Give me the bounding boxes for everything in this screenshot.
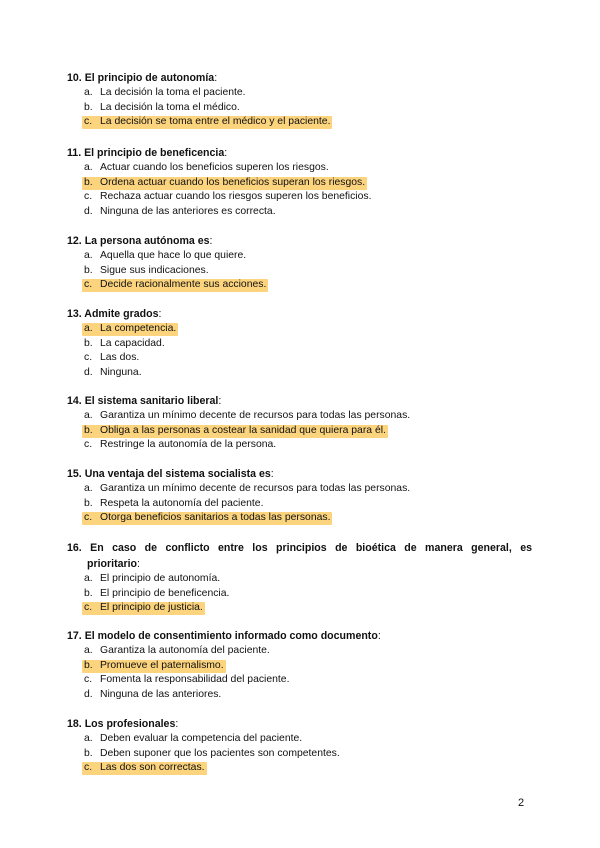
question-suffix: : (377, 630, 381, 642)
question-number-and-text (67, 72, 214, 84)
question-number-and-text (67, 540, 532, 556)
option-letter: a. (84, 323, 93, 334)
option-letter: b. (84, 587, 93, 599)
option-text: Otorga beneficios sanitarios a todas las personas. (100, 512, 331, 524)
question-title (67, 540, 532, 572)
option-text: Obliga a las personas a costear la sanidad que quiera para él. (100, 424, 386, 436)
question-block (67, 540, 532, 616)
option-letter: c. (84, 602, 93, 614)
option-letter: a. (84, 410, 93, 421)
question-block (67, 145, 532, 220)
question-title (67, 628, 532, 644)
option-text: Las dos son correctas. (100, 762, 205, 774)
answer-option (67, 673, 532, 688)
option-text: La decisión la toma el médico. (100, 101, 240, 113)
question-block (67, 628, 532, 703)
question-title (67, 70, 532, 86)
answer-option (67, 366, 532, 381)
option-letter: c. (84, 512, 93, 524)
question-title (67, 466, 532, 482)
question-text: Los profesionales (84, 718, 176, 730)
option-letter: c. (84, 762, 93, 774)
answer-option (67, 101, 532, 116)
answer-option (67, 587, 532, 602)
answer-option (67, 205, 532, 220)
answer-option-correct (67, 278, 532, 293)
question-number-and-text (67, 308, 158, 320)
option-letter: c. (84, 191, 93, 203)
question-text: El sistema sanitario liberal (84, 395, 219, 407)
option-letter: a. (84, 733, 93, 744)
option-letter: b. (84, 747, 93, 759)
question-number-and-text (67, 468, 271, 480)
answer-option-correct (67, 115, 532, 130)
option-text: El principio de beneficencia. (100, 587, 230, 599)
question-number: 17. (67, 630, 82, 642)
question-suffix: : (137, 558, 140, 570)
answer-option (67, 497, 532, 512)
answer-option (67, 264, 532, 279)
option-text: El principio de autonomía. (100, 573, 221, 584)
answer-option (67, 86, 532, 101)
answer-option (67, 644, 532, 659)
answer-option (67, 438, 532, 453)
option-letter: b. (84, 659, 93, 671)
option-text: Decide racionalmente sus acciones. (100, 279, 267, 291)
question-number: 18. (67, 718, 82, 730)
answer-option (67, 161, 532, 176)
answer-option-correct (67, 761, 532, 776)
option-text: La decisión la toma el paciente. (100, 87, 246, 98)
answer-option (67, 747, 532, 762)
answer-option (67, 190, 532, 205)
question-number: 11. (67, 147, 82, 159)
question-number-and-text (67, 147, 224, 159)
question-suffix: : (209, 235, 213, 247)
option-text: Aquella que hace lo que quiere. (100, 250, 247, 261)
question-text: Una ventaja del sistema socialista es (84, 468, 271, 480)
answer-option-correct (67, 659, 532, 674)
answer-option (67, 351, 532, 366)
answer-option (67, 337, 532, 352)
option-letter: a. (84, 573, 93, 584)
question-block (67, 393, 532, 453)
question-suffix: : (175, 718, 179, 730)
option-letter: c. (84, 674, 93, 686)
question-number-and-text (67, 235, 210, 247)
option-letter: d. (84, 367, 93, 379)
option-text: Rechaza actuar cuando los riesgos superen los beneficios. (100, 191, 372, 203)
answer-option-correct (67, 176, 532, 191)
question-block (67, 466, 532, 526)
question-text-continued: prioritario (87, 558, 138, 570)
answer-option-correct (67, 322, 532, 337)
option-text: Garantiza un mínimo decente de recursos para todas las personas. (100, 483, 411, 494)
question-block (67, 233, 532, 293)
answer-option-correct (67, 424, 532, 439)
option-letter: c. (84, 352, 93, 364)
answer-option (67, 688, 532, 703)
option-text: El principio de justicia. (100, 602, 203, 614)
option-text: Ninguna. (100, 367, 142, 379)
question-text: El principio de autonomía (84, 72, 215, 84)
question-suffix: : (158, 308, 162, 320)
option-text: Actuar cuando los beneficios superen los riesgos. (100, 162, 329, 173)
option-text: Las dos. (100, 352, 140, 364)
option-text: Sigue sus indicaciones. (100, 264, 209, 276)
option-letter: c. (84, 439, 93, 451)
option-text: Fomenta la responsabilidad del paciente. (100, 674, 290, 686)
question-block (67, 306, 532, 381)
option-letter: c. (84, 116, 93, 128)
question-title (67, 233, 532, 249)
option-letter: b. (84, 424, 93, 436)
option-text: Deben evaluar la competencia del paciente. (100, 733, 303, 744)
question-text: El modelo de consentimiento informado como documento (84, 630, 378, 642)
option-letter: b. (84, 101, 93, 113)
option-letter: b. (84, 264, 93, 276)
question-block (67, 716, 532, 776)
option-text: La competencia. (100, 323, 177, 334)
option-letter: a. (84, 645, 93, 656)
question-number-and-text (67, 718, 175, 730)
question-text: En caso de conflicto entre los principios de bioética de manera general, es (90, 542, 532, 554)
option-letter: a. (84, 87, 93, 98)
answer-option-correct (67, 601, 532, 616)
option-letter: a. (84, 162, 93, 173)
option-letter: b. (84, 176, 93, 188)
question-number: 10. (67, 72, 82, 84)
option-text: Promueve el paternalismo. (100, 659, 224, 671)
question-number-and-text (67, 395, 218, 407)
option-text: Garantiza la autonomía del paciente. (100, 645, 270, 656)
option-text: La capacidad. (100, 337, 165, 349)
question-number: 16. (67, 542, 82, 554)
option-letter: b. (84, 337, 93, 349)
question-number: 12. (67, 235, 82, 247)
question-number: 15. (67, 468, 82, 480)
question-title (67, 716, 532, 732)
option-text: Ninguna de las anteriores. (100, 689, 222, 701)
option-text: Garantiza un mínimo decente de recursos para todas las personas. (100, 410, 411, 421)
question-suffix: : (270, 468, 274, 480)
option-letter: a. (84, 483, 93, 494)
question-title (67, 306, 532, 322)
option-letter: c. (84, 279, 93, 291)
option-letter: b. (84, 497, 93, 509)
option-letter: d. (84, 206, 93, 218)
option-text: Ninguna de las anteriores es correcta. (100, 206, 276, 218)
answer-option (67, 732, 532, 747)
question-block (67, 70, 532, 130)
answer-option-correct (67, 511, 532, 526)
option-text: Restringe la autonomía de la persona. (100, 439, 277, 451)
question-text: La persona autónoma es (84, 235, 210, 247)
answer-option (67, 482, 532, 497)
answer-option (67, 409, 532, 424)
option-letter: a. (84, 250, 93, 261)
question-number: 14. (67, 395, 82, 407)
page-number: 2 (518, 797, 525, 809)
option-letter: d. (84, 689, 93, 701)
question-title (67, 145, 532, 161)
option-text: Ordena actuar cuando los beneficios superan los riesgos. (100, 176, 366, 188)
option-text: La decisión se toma entre el médico y el paciente. (100, 116, 331, 128)
question-text: El principio de beneficencia (84, 147, 225, 159)
question-number: 13. (67, 308, 82, 320)
question-number-and-text (67, 630, 378, 642)
answer-option (67, 572, 532, 587)
question-title (67, 393, 532, 409)
option-text: Deben suponer que los pacientes son competentes. (100, 747, 340, 759)
question-text: Admite grados (84, 308, 159, 320)
answer-option (67, 249, 532, 264)
question-suffix: : (218, 395, 222, 407)
question-suffix: : (224, 147, 228, 159)
question-suffix: : (214, 72, 218, 84)
option-text: Respeta la autonomía del paciente. (100, 497, 264, 509)
